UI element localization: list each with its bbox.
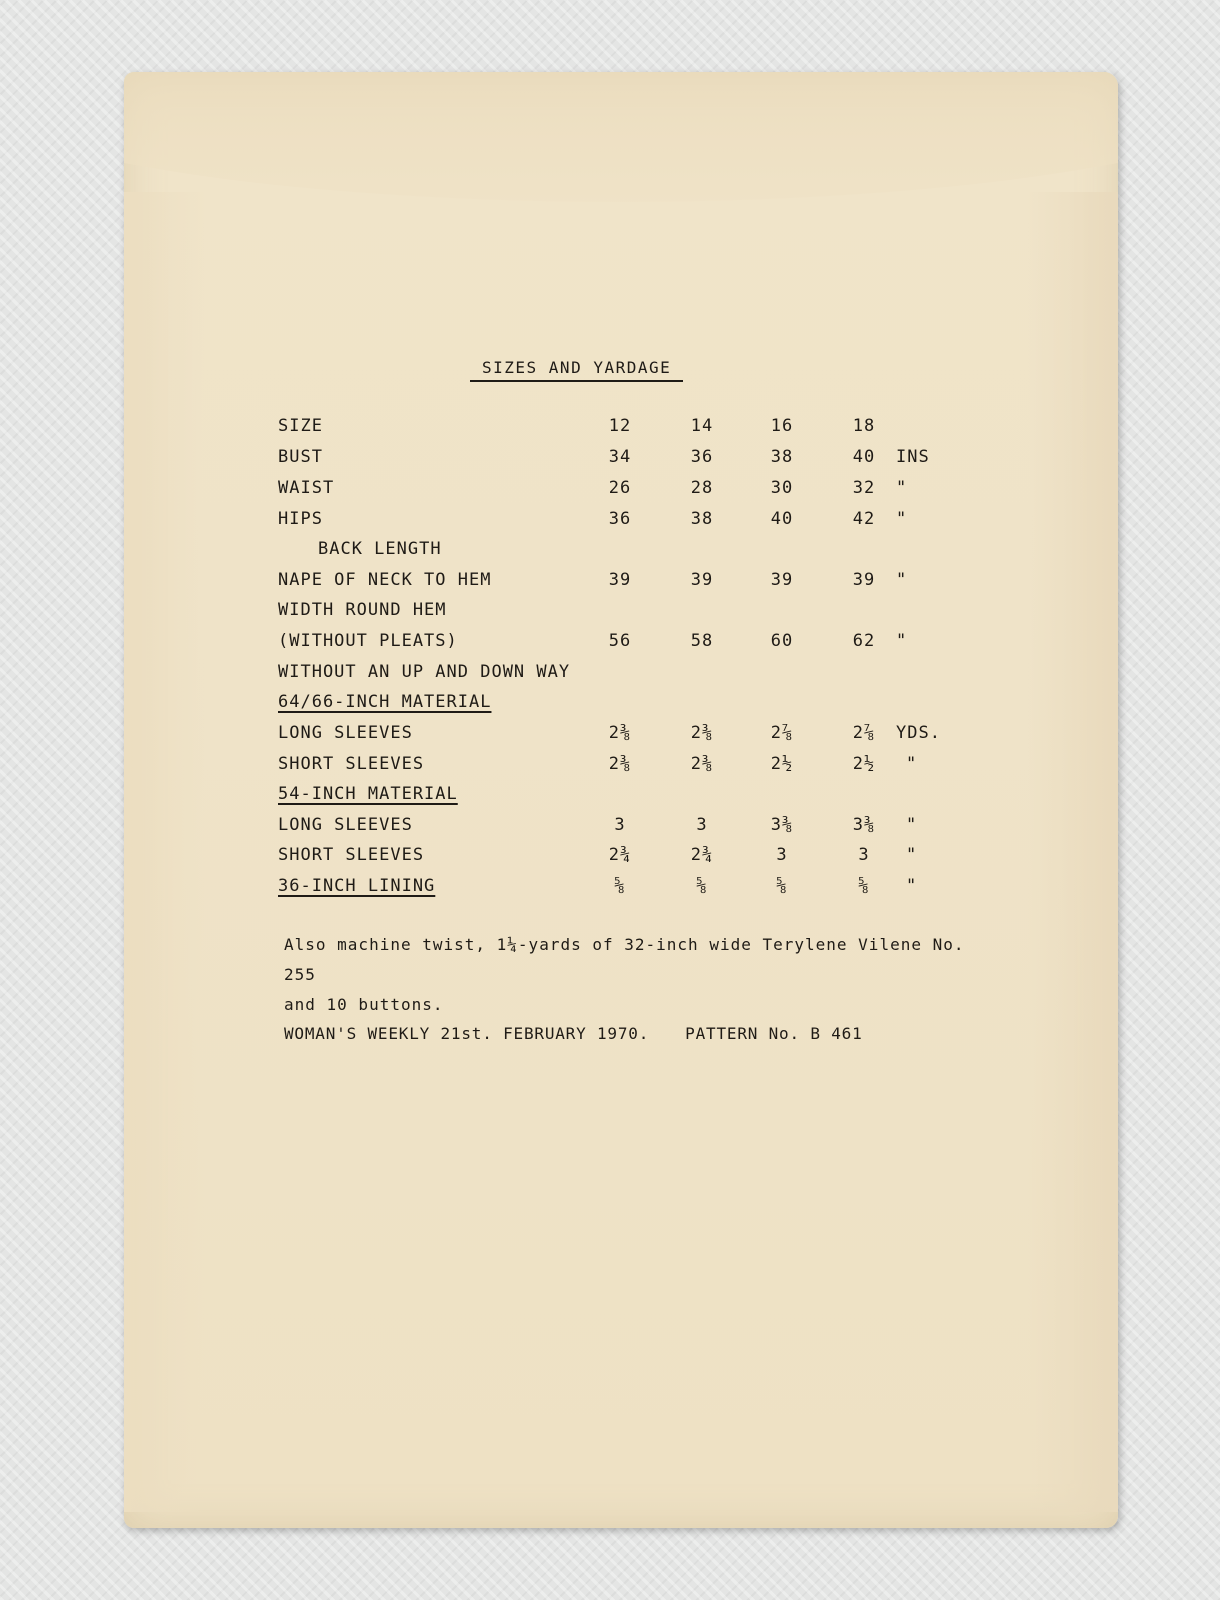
row-unit: YDS. [896, 723, 941, 743]
page-title: SIZES AND YARDAGE [470, 358, 683, 382]
row-label: NAPE OF NECK TO HEM [278, 570, 492, 590]
size-12-value: ⅝ [614, 876, 626, 896]
row-label: (WITHOUT PLEATS) [278, 631, 458, 651]
size-14-value: 3 [696, 815, 708, 835]
row-unit: " [906, 845, 918, 865]
size-12-value: 39 [608, 570, 632, 590]
size-12-value: 12 [608, 416, 632, 436]
row-label: BACK LENGTH [318, 539, 442, 559]
section-heading: 54-INCH MATERIAL [278, 784, 458, 804]
size-14-value: 2⅜ [690, 754, 714, 774]
size-18-value: 3 [858, 845, 870, 865]
note-line: Also machine twist, 1¼-yards of 32-inch wide Terylene Vilene No. 255 [284, 935, 965, 984]
publication-info: WOMAN'S WEEKLY 21st. FEBRUARY 1970. [284, 1024, 650, 1043]
size-12-value: 26 [608, 478, 632, 498]
row-label: SHORT SLEEVES [278, 845, 425, 865]
row-unit: " [896, 509, 908, 529]
pattern-envelope [124, 72, 1118, 1528]
row-label: SIZE [278, 416, 323, 436]
row-unit: " [906, 815, 918, 835]
table-row [124, 876, 1118, 902]
row-label: BUST [278, 447, 323, 467]
size-12-value: 2⅜ [608, 723, 632, 743]
size-14-value: 58 [690, 631, 714, 651]
size-16-value: ⅝ [776, 876, 788, 896]
row-unit: " [896, 478, 908, 498]
section-heading: 64/66-INCH MATERIAL [278, 692, 492, 712]
table-row [124, 845, 1118, 871]
note-text [284, 930, 1004, 1020]
row-label: HIPS [278, 509, 323, 529]
envelope-content [124, 72, 1118, 1528]
note-line: and 10 buttons. [284, 995, 444, 1014]
table-row [124, 447, 1118, 473]
size-14-value: 2⅜ [690, 723, 714, 743]
size-14-value: 36 [690, 447, 714, 467]
row-label: WITHOUT AN UP AND DOWN WAY [278, 662, 571, 682]
table-row [124, 692, 1118, 718]
size-16-value: 2⅞ [770, 723, 794, 743]
size-16-value: 30 [770, 478, 794, 498]
table-row [124, 416, 1118, 442]
table-row [124, 723, 1118, 749]
row-label: LONG SLEEVES [278, 815, 413, 835]
table-row [124, 478, 1118, 504]
table-row [124, 754, 1118, 780]
size-12-value: 56 [608, 631, 632, 651]
table-row [124, 600, 1118, 626]
size-18-value: ⅝ [858, 876, 870, 896]
table-row [124, 784, 1118, 810]
section-heading: 36-INCH LINING [278, 876, 436, 896]
row-label: WAIST [278, 478, 335, 498]
size-12-value: 36 [608, 509, 632, 529]
size-12-value: 3 [614, 815, 626, 835]
size-14-value: 38 [690, 509, 714, 529]
table-row [124, 815, 1118, 841]
row-label: WIDTH ROUND HEM [278, 600, 447, 620]
size-18-value: 2⅞ [852, 723, 876, 743]
size-18-value: 2½ [852, 754, 876, 774]
size-12-value: 2¾ [608, 845, 632, 865]
size-14-value: 2¾ [690, 845, 714, 865]
size-16-value: 16 [770, 416, 794, 436]
row-unit: " [906, 754, 918, 774]
size-12-value: 34 [608, 447, 632, 467]
size-16-value: 40 [770, 509, 794, 529]
size-16-value: 2½ [770, 754, 794, 774]
row-unit: " [896, 631, 908, 651]
row-label: LONG SLEEVES [278, 723, 413, 743]
size-18-value: 3⅜ [852, 815, 876, 835]
table-row [124, 509, 1118, 535]
size-16-value: 3 [776, 845, 788, 865]
size-12-value: 2⅜ [608, 754, 632, 774]
row-label: SHORT SLEEVES [278, 754, 425, 774]
row-unit: INS [896, 447, 930, 467]
row-unit: " [906, 876, 918, 896]
table-row [124, 631, 1118, 657]
size-18-value: 62 [852, 631, 876, 651]
size-14-value: ⅝ [696, 876, 708, 896]
size-18-value: 18 [852, 416, 876, 436]
pattern-number: PATTERN No. B 461 [685, 1024, 863, 1043]
footer [284, 1024, 863, 1043]
size-16-value: 3⅜ [770, 815, 794, 835]
size-18-value: 39 [852, 570, 876, 590]
size-14-value: 39 [690, 570, 714, 590]
size-18-value: 42 [852, 509, 876, 529]
size-14-value: 14 [690, 416, 714, 436]
size-18-value: 40 [852, 447, 876, 467]
table-row [124, 662, 1118, 688]
table-row [124, 570, 1118, 596]
table-row [124, 539, 1118, 565]
row-unit: " [896, 570, 908, 590]
size-16-value: 38 [770, 447, 794, 467]
size-18-value: 32 [852, 478, 876, 498]
size-16-value: 39 [770, 570, 794, 590]
size-14-value: 28 [690, 478, 714, 498]
size-16-value: 60 [770, 631, 794, 651]
